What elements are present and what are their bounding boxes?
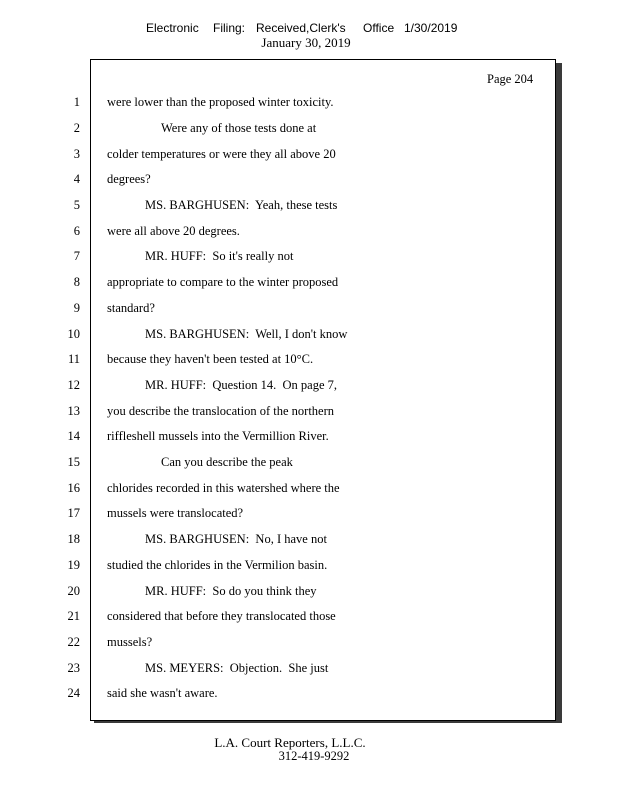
reporter-phone: 312-419-9292 xyxy=(278,749,350,763)
transcript-line xyxy=(0,172,560,190)
line-text: MS. BARGHUSEN: Yeah, these tests xyxy=(145,198,338,212)
transcript-line xyxy=(0,275,560,293)
line-number: 6 xyxy=(73,224,80,238)
line-text: you describe the translocation of the northern xyxy=(107,404,335,418)
line-number: 16 xyxy=(67,481,80,495)
line-number: 18 xyxy=(67,532,80,546)
line-text: chlorides recorded in this watershed where the xyxy=(107,481,340,495)
stamp-received: Received,Clerk's xyxy=(256,21,346,35)
transcript-line xyxy=(0,301,560,319)
line-number: 10 xyxy=(67,327,80,341)
line-text: because they haven't been tested at 10°C. xyxy=(107,352,314,366)
page-number: Page 204 xyxy=(487,72,534,86)
line-text: colder temperatures or were they all above 20 xyxy=(107,147,336,161)
line-text: Can you describe the peak xyxy=(161,455,293,469)
line-number: 24 xyxy=(67,686,80,700)
transcript-line xyxy=(0,635,560,653)
line-number: 21 xyxy=(67,609,80,623)
transcript-line xyxy=(0,404,560,422)
line-number: 3 xyxy=(73,147,80,161)
line-text: MS. BARGHUSEN: No, I have not xyxy=(145,532,327,546)
line-number: 8 xyxy=(73,275,80,289)
transcript-line xyxy=(0,455,560,473)
line-text: mussels? xyxy=(107,635,153,649)
stamp-electronic: Electronic xyxy=(146,21,199,35)
line-number: 1 xyxy=(73,95,80,109)
transcript-line xyxy=(0,661,560,679)
line-text: MS. BARGHUSEN: Well, I don't know xyxy=(145,327,348,341)
transcript-line xyxy=(0,532,560,550)
transcript-line xyxy=(0,584,560,602)
line-text: MR. HUFF: So do you think they xyxy=(145,584,317,598)
transcript-line xyxy=(0,686,560,704)
line-number: 13 xyxy=(67,404,80,418)
line-number: 20 xyxy=(67,584,80,598)
line-number: 7 xyxy=(73,249,80,263)
line-number: 15 xyxy=(67,455,80,469)
line-text: MS. MEYERS: Objection. She just xyxy=(145,661,329,675)
reporter-company: L.A. Court Reporters, L.L.C. xyxy=(214,735,366,750)
line-number: 23 xyxy=(67,661,80,675)
transcript-line xyxy=(0,558,560,576)
transcript-line xyxy=(0,121,560,139)
line-text: Were any of those tests done at xyxy=(161,121,317,135)
transcript-line xyxy=(0,352,560,370)
stamp-filing: Filing: xyxy=(213,21,246,35)
filing-date: January 30, 2019 xyxy=(261,35,351,50)
stamp-office: Office xyxy=(363,21,395,35)
transcript-line xyxy=(0,506,560,524)
line-text: were all above 20 degrees. xyxy=(107,224,240,238)
line-number: 17 xyxy=(67,506,80,520)
line-number: 12 xyxy=(67,378,80,392)
transcript-line xyxy=(0,378,560,396)
line-number: 19 xyxy=(67,558,80,572)
line-text: considered that before they translocated those xyxy=(107,609,336,623)
line-number: 14 xyxy=(67,429,80,443)
transcript-line xyxy=(0,224,560,242)
transcript-line xyxy=(0,481,560,499)
line-number: 22 xyxy=(67,635,80,649)
line-text: appropriate to compare to the winter proposed xyxy=(107,275,339,289)
transcript-line xyxy=(0,249,560,267)
transcript-line xyxy=(0,429,560,447)
line-text: were lower than the proposed winter toxicity. xyxy=(107,95,334,109)
line-number: 5 xyxy=(73,198,80,212)
line-number: 4 xyxy=(73,172,80,186)
line-number: 9 xyxy=(73,301,80,315)
transcript-line xyxy=(0,147,560,165)
line-text: degrees? xyxy=(107,172,151,186)
line-text: MR. HUFF: So it's really not xyxy=(145,249,294,263)
transcript-line xyxy=(0,327,560,345)
line-text: mussels were translocated? xyxy=(107,506,244,520)
line-text: standard? xyxy=(107,301,155,315)
transcript-line xyxy=(0,609,560,627)
transcript-line xyxy=(0,198,560,216)
line-text: riffleshell mussels into the Vermillion River. xyxy=(107,429,329,443)
line-text: MR. HUFF: Question 14. On page 7, xyxy=(145,378,338,392)
line-number: 2 xyxy=(73,121,80,135)
transcript-line xyxy=(0,95,560,113)
line-text: said she wasn't aware. xyxy=(107,686,218,700)
stamp-date: 1/30/2019 xyxy=(404,21,458,35)
line-number: 11 xyxy=(67,352,80,366)
line-text: studied the chlorides in the Vermilion basin. xyxy=(107,558,328,572)
